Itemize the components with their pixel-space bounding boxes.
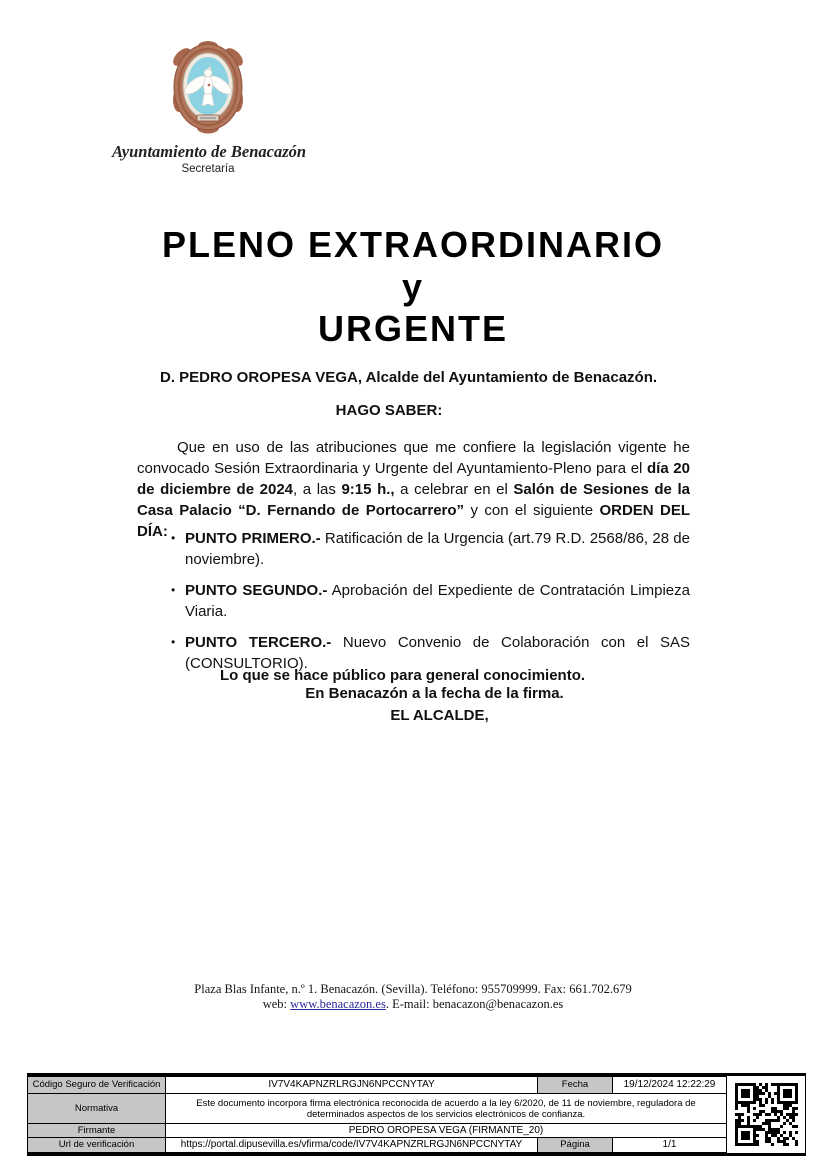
doc-title-line1: PLENO EXTRAORDINARIO xyxy=(161,224,665,265)
benacazon-crest-icon xyxy=(168,40,248,135)
agenda-item-label: PUNTO SEGUNDO.- xyxy=(185,582,328,599)
agenda-item-text: Aprobación del Expediente de Contratación Limpieza Viaria. xyxy=(185,582,690,620)
footer-line1: Plaza Blas Infante, n.º 1. Benacazón. (Sevilla). Teléfono: 955709999. Fax: 661.702.679 xyxy=(194,982,632,996)
doc-title xyxy=(0,224,826,350)
verification-band xyxy=(27,1073,806,1156)
doc-title-line3: URGENTE xyxy=(317,308,508,349)
org-header xyxy=(112,40,307,175)
bullet-icon: • xyxy=(171,531,176,545)
firmante-label: Firmante xyxy=(28,1124,166,1138)
qr-code-icon xyxy=(735,1083,798,1146)
normativa-value: Este documento incorpora firma electrónica reconocida de acuerdo a la ley 6/2020, de 11 de noviembre, reguladora de determinados aspectos de los servicios electrónicos de confianza. xyxy=(166,1094,727,1124)
pagina-label: Página xyxy=(538,1138,613,1153)
closing-block xyxy=(137,667,690,724)
table-row xyxy=(28,1124,727,1138)
table-row xyxy=(28,1077,727,1094)
normativa-label: Normativa xyxy=(28,1094,166,1124)
dept-name: Secretaría xyxy=(181,163,235,175)
firmante-value: PEDRO OROPESA VEGA (FIRMANTE_20) xyxy=(166,1124,727,1138)
csv-value: IV7V4KAPNZRLRGJN6NPCCNYTAY xyxy=(166,1077,538,1094)
qr-cell xyxy=(727,1076,806,1153)
agenda-item xyxy=(170,580,690,622)
doc-title-line2: y xyxy=(401,266,425,307)
org-name: Ayuntamiento de Benacazón xyxy=(112,142,307,161)
bullet-icon: • xyxy=(171,583,176,597)
fecha-label: Fecha xyxy=(538,1077,613,1094)
agenda-item xyxy=(170,528,690,570)
table-row xyxy=(28,1094,727,1124)
agenda-item-label: PUNTO TERCERO.- xyxy=(185,634,332,651)
table-row xyxy=(28,1138,727,1153)
agenda-item-label: PUNTO PRIMERO.- xyxy=(185,530,321,547)
agenda-item-text: Nuevo Convenio de Colaboración con el SAS (CONSULTORIO). xyxy=(185,634,690,672)
fecha-value: 19/12/2024 12:22:29 xyxy=(613,1077,727,1094)
closing-line2: En Benacazón a la fecha de la firma. xyxy=(305,685,564,702)
csv-label: Código Seguro de Verificación xyxy=(28,1077,166,1094)
footer-address xyxy=(0,982,826,1012)
url-label: Url de verificación xyxy=(28,1138,166,1153)
web-link[interactable]: www.benacazon.es xyxy=(290,997,386,1011)
body-paragraph: Que en uso de las atribuciones que me confiere la legislación vigente he convocado Sesión Extraordinaria y Urgente del Ayuntamiento-Pleno para el día 20 de diciembre de 2024, a las 9:15 h., a celebrar en el Salón de Sesiones de la Casa Palacio “D. Fernando de Portocarrero” y con el siguiente ORDEN DEL DÍA: xyxy=(137,439,691,540)
verification-table xyxy=(27,1076,727,1153)
pagina-value: 1/1 xyxy=(613,1138,727,1153)
closing-line1: Lo que se hace público para general conocimiento. xyxy=(219,667,586,684)
bullet-icon: • xyxy=(171,635,176,649)
agenda-item-text: Ratificación de la Urgencia (art.79 R.D. 2568/86, 28 de noviembre). xyxy=(185,530,690,568)
url-value: https://portal.dipusevilla.es/vfirma/code/IV7V4KAPNZRLRGJN6NPCCNYTAY xyxy=(166,1138,538,1153)
agenda-list xyxy=(170,528,690,684)
salutation-line: D. PEDRO OROPESA VEGA, Alcalde del Ayuntamiento de Benacazón. xyxy=(160,369,658,386)
footer-line2: web: www.benacazon.es. E-mail: benacazon@benacazon.es xyxy=(262,997,564,1011)
hago-saber-heading: HAGO SABER: xyxy=(335,402,443,419)
closing-line3: EL ALCALDE, xyxy=(390,707,489,724)
